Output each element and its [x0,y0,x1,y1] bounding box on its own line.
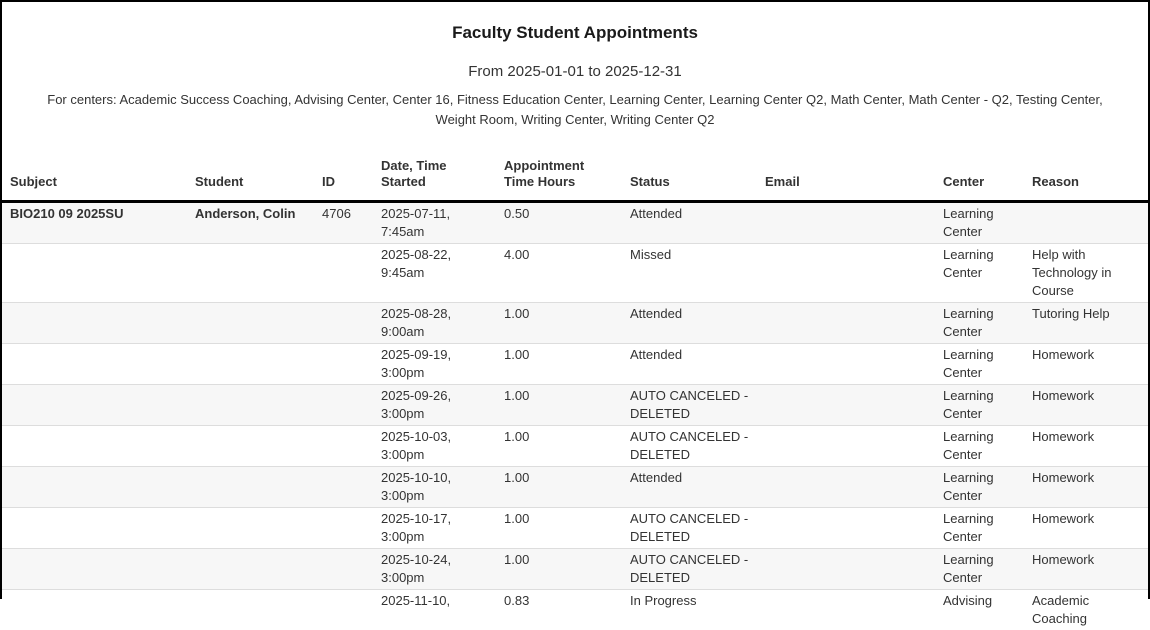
cell-student: Anderson, Colin [195,205,296,221]
cell-student [187,589,314,630]
cell-id [314,243,373,302]
cell-date_time: 2025-08-28, 9:00am [373,302,496,343]
cell-status: Attended [630,205,683,221]
cell-subject [2,343,187,384]
cell-email [757,548,935,589]
table-row [2,589,1148,630]
cell-status: AUTO CANCELED - DELETED [622,507,757,548]
cell-center: Advising [935,589,1024,630]
page-title: Faculty Student Appointments [452,23,698,42]
column-header-hours: Appointment Time Hours [496,130,622,202]
cell-reason: Homework [1024,548,1148,589]
cell-email [757,302,935,343]
column-header-subject: Subject [2,130,187,202]
cell-reason [1024,201,1148,243]
cell-subject [2,589,187,630]
cell-email [757,589,935,630]
cell-reason: Academic Coaching [1024,589,1148,630]
cell-email [757,343,935,384]
cell-date_time: 2025-07-11, 7:45am [381,205,451,239]
cell-center: Learning Center [935,507,1024,548]
cell-date_time: 2025-09-19, 3:00pm [373,343,496,384]
cell-status: Attended [622,466,757,507]
cell-status: Attended [622,302,757,343]
cell-student [187,466,314,507]
table-header [2,130,1148,202]
cell-id [314,343,373,384]
cell-hours: 1.00 [496,384,622,425]
cell-id [314,466,373,507]
cell-hours: 1.00 [496,548,622,589]
cell-subject [2,466,187,507]
cell-hours: 4.00 [496,243,622,302]
cell-status: Missed [622,243,757,302]
column-header-date_time: Date, Time Started [373,130,496,202]
cell-id [314,384,373,425]
cell-subject [2,384,187,425]
cell-subject [2,507,187,548]
cell-email [757,507,935,548]
appointments-table [2,130,1148,630]
cell-status: Attended [622,343,757,384]
cell-email [757,425,935,466]
cell-date_time: 2025-08-22, 9:45am [373,243,496,302]
cell-email [757,201,935,243]
cell-email [757,384,935,425]
cell-hours: 1.00 [496,466,622,507]
cell-student [187,302,314,343]
cell-reason: Help with Technology in Course [1024,243,1148,302]
cell-student [187,243,314,302]
cell-center: Learning Center [935,343,1024,384]
cell-date_time: 2025-09-26, 3:00pm [373,384,496,425]
cell-subject [2,548,187,589]
cell-center: Learning Center [935,425,1024,466]
table-row [2,507,1148,548]
cell-student [187,343,314,384]
cell-date_time: 2025-11-10, [373,589,496,630]
cell-subject [2,243,187,302]
cell-subject [2,302,187,343]
table-row [2,343,1148,384]
cell-id [314,425,373,466]
cell-hours: 1.00 [496,425,622,466]
cell-email [757,466,935,507]
cell-reason: Homework [1024,507,1148,548]
cell-id: 4706 [322,205,351,221]
cell-hours: 0.83 [496,589,622,630]
cell-date_time: 2025-10-03, 3:00pm [373,425,496,466]
table-body [2,201,1148,630]
cell-student [187,548,314,589]
cell-hours: 0.50 [504,205,530,221]
cell-date_time: 2025-10-24, 3:00pm [373,548,496,589]
cell-hours: 1.00 [496,343,622,384]
table-row [2,302,1148,343]
date-range: From 2025-01-01 to 2025-12-31 [468,63,682,81]
table-row [2,466,1148,507]
cell-center: Learning Center [943,205,994,239]
cell-id [314,548,373,589]
cell-id [314,302,373,343]
cell-student [187,384,314,425]
table-row [2,425,1148,466]
column-header-student: Student [187,130,314,202]
cell-subject [2,425,187,466]
cell-email [757,243,935,302]
cell-center: Learning Center [935,384,1024,425]
cell-date_time: 2025-10-17, 3:00pm [373,507,496,548]
centers-list: For centers: Academic Success Coaching, Advising Center, Center 16, Fitness Education Center, Learning Center, Learning Center Q2, Math Center, Math Center - Q2, Testing Center, Weight Room, Writing Center, Writing Center Q2 [47,91,1103,127]
table-row [2,548,1148,589]
table-row [2,384,1148,425]
cell-center: Learning Center [935,243,1024,302]
cell-reason: Homework [1024,343,1148,384]
column-header-reason: Reason [1024,130,1148,202]
column-header-status: Status [622,130,757,202]
cell-center: Learning Center [935,466,1024,507]
column-header-center: Center [935,130,1024,202]
cell-reason: Tutoring Help [1024,302,1148,343]
column-header-email: Email [757,130,935,202]
cell-status: AUTO CANCELED - DELETED [622,384,757,425]
cell-reason: Homework [1024,425,1148,466]
cell-id [314,589,373,630]
cell-status: AUTO CANCELED - DELETED [622,425,757,466]
cell-hours: 1.00 [496,507,622,548]
cell-student [187,507,314,548]
cell-status: In Progress [622,589,757,630]
cell-id [314,507,373,548]
cell-subject: BIO210 09 2025SU [10,205,124,221]
cell-date_time: 2025-10-10, 3:00pm [373,466,496,507]
cell-student [187,425,314,466]
column-header-id: ID [314,130,373,202]
table-row [2,201,1148,243]
cell-center: Learning Center [935,302,1024,343]
report-header [2,22,1148,130]
table-header-row [2,130,1148,202]
table-row [2,243,1148,302]
cell-reason: Homework [1024,466,1148,507]
cell-reason: Homework [1024,384,1148,425]
cell-center: Learning Center [935,548,1024,589]
cell-status: AUTO CANCELED - DELETED [622,548,757,589]
cell-hours: 1.00 [496,302,622,343]
